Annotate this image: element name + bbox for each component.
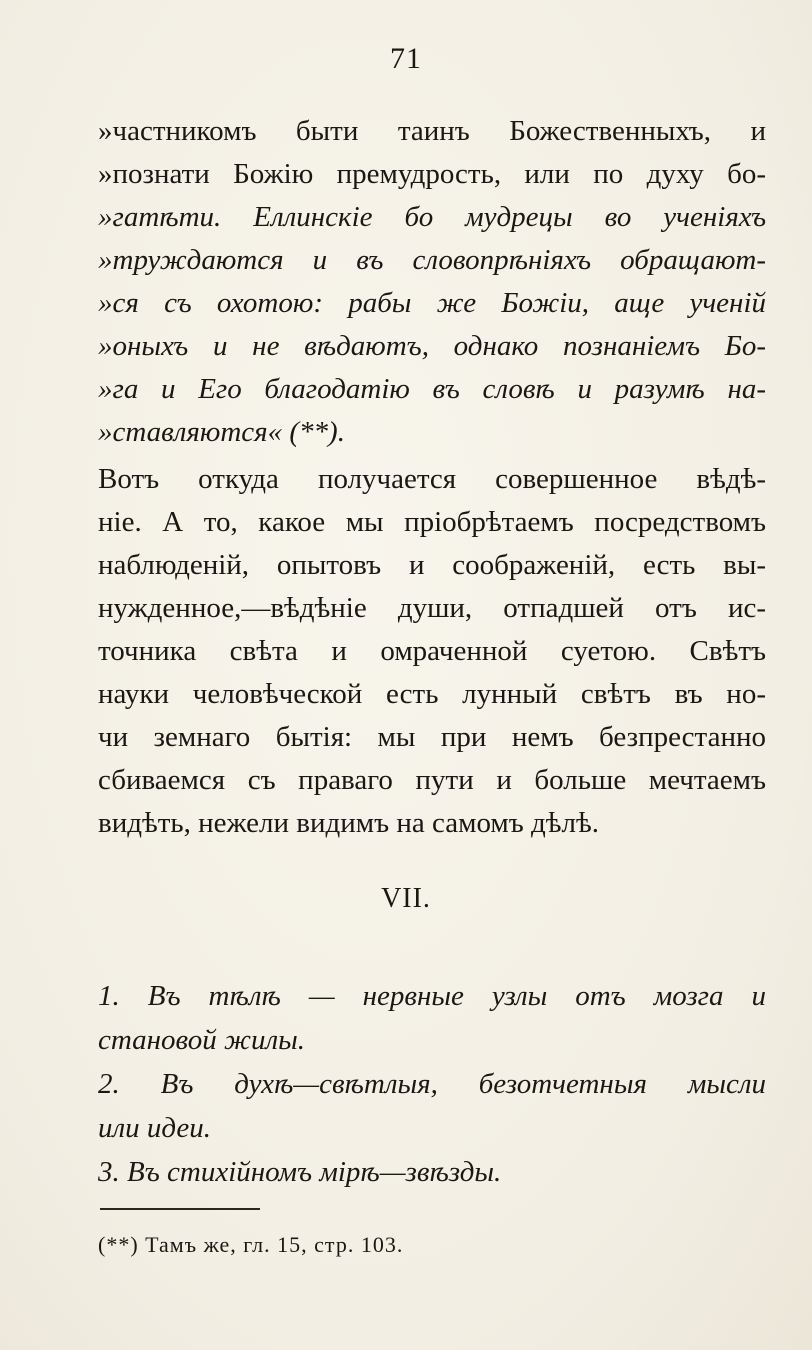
- text-line: [0, 719, 812, 755]
- list-item-text: 2. Въ духѣ—свѣтлыя, безотчетныя мысли: [98, 1068, 766, 1100]
- line-text: ніе. А то, какое мы пріобрѣтаемъ посредствомъ: [98, 506, 766, 538]
- footnote: (**) Тамъ же, гл. 15, стр. 103.: [98, 1232, 404, 1257]
- line-text: науки человѣческой есть лунный свѣтъ въ но-: [98, 678, 766, 710]
- text-line: [0, 461, 812, 497]
- text-line: [0, 156, 812, 192]
- line-text: »оныхъ и не вѣдаютъ, однако познаніемъ Бо-: [98, 330, 766, 362]
- line-text: »га и Его благодатію въ словѣ и разумѣ на-: [98, 373, 766, 405]
- list-item-text: становой жилы.: [98, 1024, 306, 1056]
- list-item-text: 3. Въ стихійномъ мірѣ—звѣзды.: [98, 1156, 502, 1188]
- list-item-continuation: [0, 1022, 812, 1058]
- text-line: [0, 285, 812, 321]
- text-line: [0, 328, 812, 364]
- line-text: »познати Божію премудрость, или по духу бо-: [98, 158, 766, 190]
- text-line: [0, 590, 812, 626]
- line-text: »ся съ охотою: рабы же Божіи, аще ученій: [98, 287, 766, 319]
- line-text: сбиваемся съ праваго пути и больше мечтаемъ: [98, 764, 766, 796]
- text-line: [0, 113, 812, 149]
- text-line: [0, 371, 812, 407]
- line-text: нужденное,—вѣдѣніе души, отпадшей отъ ис-: [98, 592, 766, 624]
- list-item: [0, 1154, 812, 1190]
- line-text: чи земнаго бытія: мы при немъ безпрестанно: [98, 721, 766, 753]
- section-heading: VII.: [381, 883, 431, 914]
- page-number: 71: [390, 42, 422, 75]
- line-text: наблюденій, опытовъ и соображеній, есть вы-: [98, 549, 766, 581]
- list-item-text: или идеи.: [98, 1112, 212, 1144]
- text-line: [0, 242, 812, 278]
- list-item: [0, 978, 812, 1014]
- text-line: [0, 504, 812, 540]
- text-line: [0, 633, 812, 669]
- text-line: [0, 762, 812, 798]
- line-text: точника свѣта и омраченной суетою. Свѣтъ: [98, 635, 766, 667]
- line-text: видѣть, нежели видимъ на самомъ дѣлѣ.: [98, 807, 599, 839]
- text-line: [0, 805, 812, 841]
- line-text: »ставляются« (**).: [98, 416, 345, 448]
- text-line: [0, 676, 812, 712]
- text-line: [0, 414, 812, 450]
- list-item-text: 1. Въ тѣлѣ — нервные узлы отъ мозга и: [98, 980, 766, 1012]
- line-text: »частникомъ быти таинъ Божественныхъ, и: [98, 115, 766, 147]
- text-line: [0, 199, 812, 235]
- line-text: »труждаются и въ словопрѣніяхъ обращают-: [98, 244, 766, 276]
- list-item-continuation: [0, 1110, 812, 1146]
- line-text: »гатѣти. Еллинскіе бо мудрецы во ученіяхъ: [98, 201, 766, 233]
- text-line: [0, 547, 812, 583]
- line-text: Вотъ откуда получается совершенное вѣдѣ-: [98, 463, 766, 495]
- footnote-rule: [100, 1208, 260, 1210]
- list-item: [0, 1066, 812, 1102]
